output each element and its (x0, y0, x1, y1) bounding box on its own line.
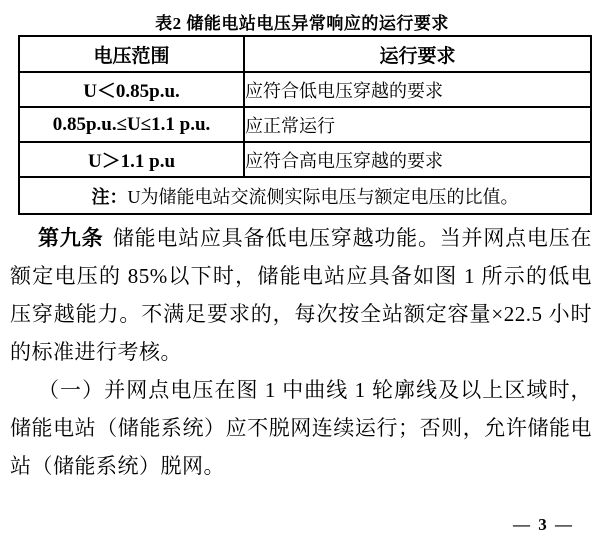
row3-voltage-range: U＞1.1 p.u (19, 142, 244, 177)
header-voltage-range: 电压范围 (19, 36, 244, 72)
row1-requirement: 应符合低电压穿越的要求 (244, 72, 591, 107)
row2-requirement: 应正常运行 (244, 107, 591, 142)
header-operation-requirement: 运行要求 (244, 36, 591, 72)
note-label: 注： (91, 186, 128, 207)
table-note-cell (19, 177, 591, 214)
row2-voltage-range: 0.85p.u.≤U≤1.1 p.u. (19, 107, 244, 142)
table-row (19, 72, 591, 107)
row1-voltage-range: U＜0.85p.u. (19, 72, 244, 107)
row3-requirement: 应符合高电压穿越的要求 (244, 142, 591, 177)
body-text (10, 219, 592, 485)
table-row (19, 142, 591, 177)
article-9-label: 第九条 (38, 226, 104, 250)
table-caption: 表2 储能电站电压异常响应的运行要求 (155, 14, 449, 33)
article-9-item-1: （一）并网点电压在图 1 中曲线 1 轮廓线及以上区域时，储能电站（储能系统）应不脱网连续运行；否则，允许储能电站（储能系统）脱网。 (10, 378, 592, 478)
article-9-text: 储能电站应具备低电压穿越功能。当并网点电压在额定电压的 85%以下时，储能电站应具备如图 1 所示的低电压穿越能力。不满足要求的，每次按全站额定容量×22.5 小时的标准进行考核。 (10, 226, 593, 364)
table-row (19, 107, 591, 142)
article-9-paragraph (10, 219, 592, 371)
table-note-row (19, 177, 591, 214)
page-number: — 3 — (513, 515, 574, 534)
note-text: U为储能电站交流侧实际电压与额定电压的比值。 (127, 186, 519, 207)
table-header-row (19, 36, 591, 72)
voltage-requirements-table (18, 35, 592, 215)
